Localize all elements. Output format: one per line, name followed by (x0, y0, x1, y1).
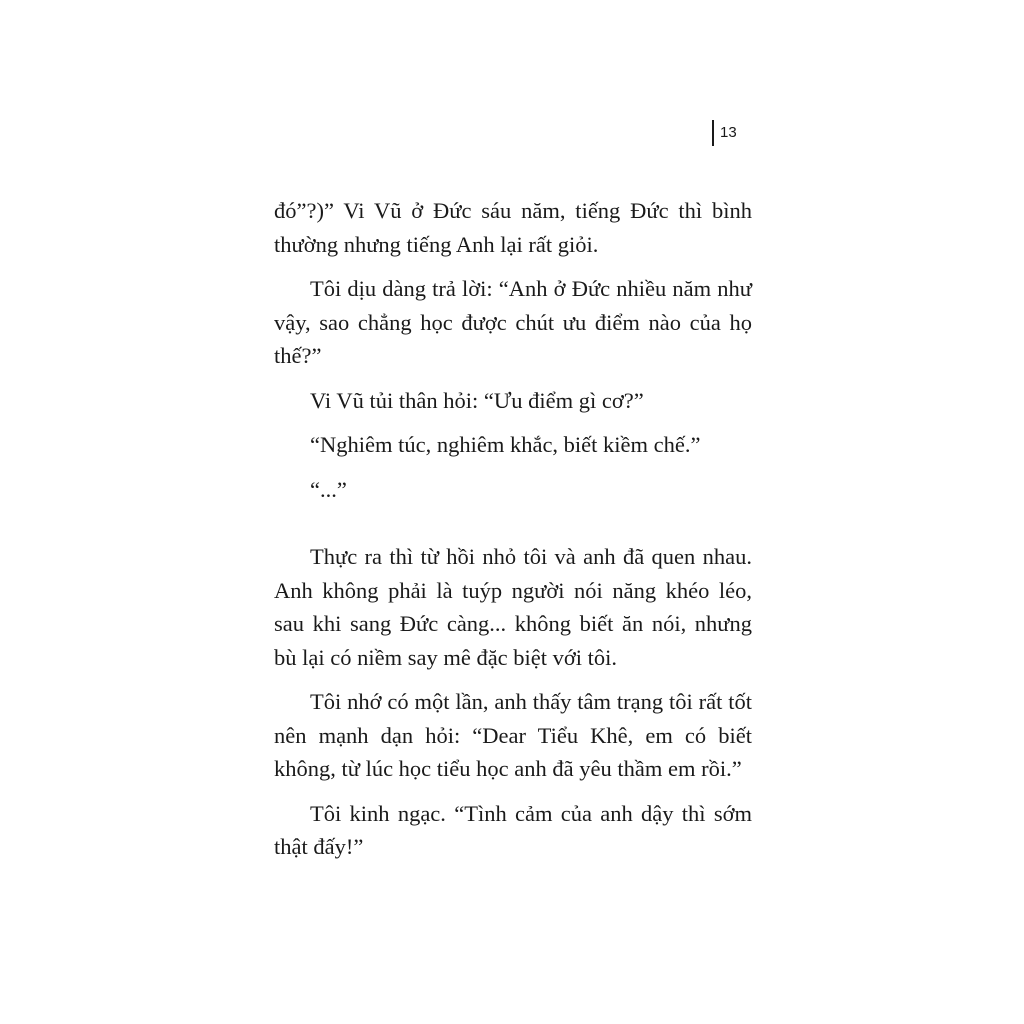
paragraph: Thực ra thì từ hồi nhỏ tôi và anh đã quen nhau. Anh không phải là tuýp người nói năng khéo léo, sau khi sang Đức càng... không biết ăn nói, nhưng bù lại có niềm say mê đặc biệt với tôi. (274, 544, 752, 670)
text-section-1 (274, 194, 752, 517)
paragraph: Tôi kinh ngạc. “Tình cảm của anh dậy thì sớm thật đấy!” (274, 800, 752, 859)
paragraph: Vi Vũ tủi thân hỏi: “Ưu điểm gì cơ?” (310, 387, 644, 413)
paragraph: đó”?)” Vi Vũ ở Đức sáu năm, tiếng Đức thì bình thường nhưng tiếng Anh lại rất giỏi. (274, 198, 752, 257)
paragraph: Tôi dịu dàng trả lời: “Anh ở Đức nhiều năm như vậy, sao chẳng học được chút ưu điểm nào của họ thế?” (274, 276, 752, 368)
text-section-2 (274, 540, 752, 875)
paragraph: Tôi nhớ có một lần, anh thấy tâm trạng tôi rất tốt nên mạnh dạn hỏi: “Dear Tiểu Khê, em có biết không, từ lúc học tiểu học anh đã yêu thầm em rồi.” (274, 689, 752, 781)
paragraph: “Nghiêm túc, nghiêm khắc, biết kiềm chế.” (310, 432, 701, 457)
page-number: 13 (712, 120, 737, 146)
paragraph: “...” (310, 476, 347, 502)
